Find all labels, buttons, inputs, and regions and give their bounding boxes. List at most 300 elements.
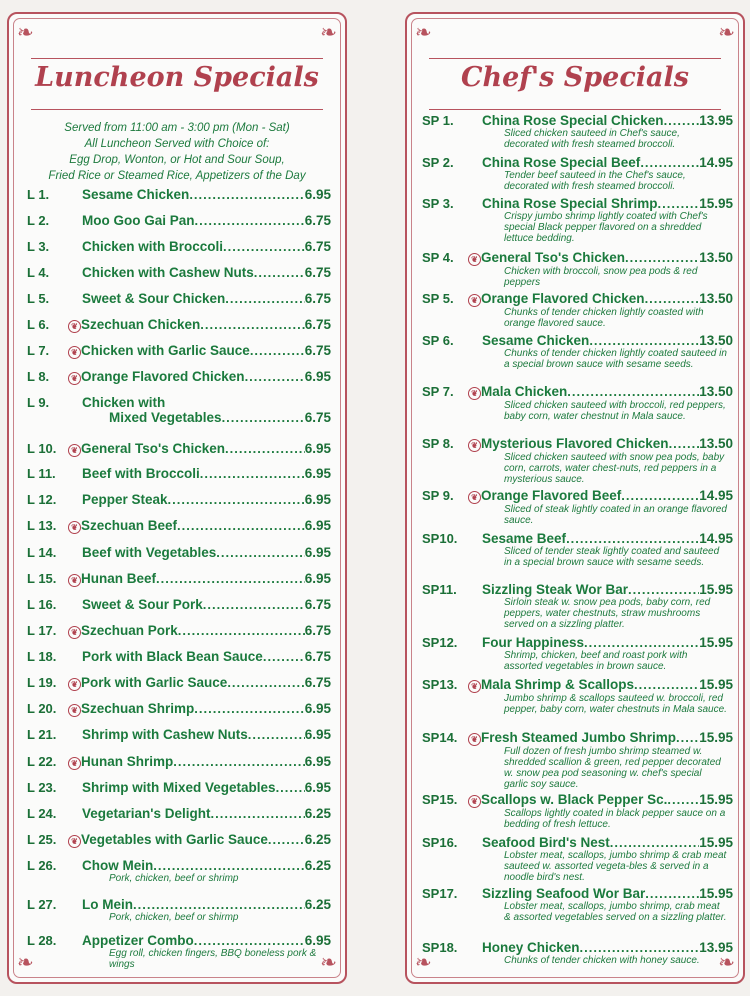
menu-item xyxy=(407,886,743,923)
item-code: L 4. xyxy=(27,265,50,280)
menu-item-row xyxy=(27,213,331,228)
menu-item xyxy=(407,384,743,422)
menu-item xyxy=(9,441,345,457)
leader-dots xyxy=(245,369,305,384)
item-price: 6.95 xyxy=(304,701,331,716)
menu-item xyxy=(9,518,345,534)
menu-item-row xyxy=(27,597,331,612)
item-name: Sesame Chicken xyxy=(482,333,590,348)
menu-item-row xyxy=(27,239,331,254)
leader-dots xyxy=(189,187,304,202)
item-description: Scallops lightly coated in black pepper sauce on a bedding of fresh lettuce. xyxy=(504,808,726,830)
item-name: Chicken with Broccoli xyxy=(82,239,224,254)
intro-line: Fried Rice or Steamed Rice, Appetizers of the Day xyxy=(48,170,306,182)
menu-item-row xyxy=(422,155,733,170)
item-description: Pork, chicken, beef or shrimp xyxy=(109,873,239,884)
menu-item xyxy=(9,649,345,664)
spicy-icon: ❦ xyxy=(468,439,481,452)
item-code: SP 2. xyxy=(422,155,454,170)
item-name: Moo Goo Gai Pan xyxy=(82,213,195,228)
leader-dots xyxy=(625,250,699,265)
item-price: 6.75 xyxy=(304,291,331,306)
item-price: 14.95 xyxy=(699,488,733,503)
item-name: Chicken with xyxy=(82,395,166,410)
item-code: L 15. xyxy=(27,571,57,586)
item-name: Chow Mein xyxy=(82,858,154,873)
menu-item xyxy=(407,635,743,672)
item-code: L 18. xyxy=(27,649,57,664)
spicy-icon: ❦ xyxy=(468,387,481,400)
spicy-icon: ❦ xyxy=(68,574,81,587)
item-code: SP13. xyxy=(422,677,458,692)
item-code: L 3. xyxy=(27,239,50,254)
menu-item xyxy=(9,492,345,507)
leader-dots xyxy=(567,384,699,399)
item-price: 6.95 xyxy=(304,492,331,507)
ornament-icon: ❧ xyxy=(17,22,34,44)
menu-item-row xyxy=(27,933,331,948)
item-name: Szechuan Shrimp xyxy=(81,701,195,716)
item-name: Four Happiness xyxy=(482,635,585,650)
item-name: Sesame Chicken xyxy=(82,187,190,202)
menu-item-row xyxy=(27,466,331,481)
menu-item-row xyxy=(422,291,733,307)
menu-item xyxy=(407,333,743,370)
menu-item-row xyxy=(27,623,331,639)
chefs-panel xyxy=(405,12,745,984)
item-description: Tender beef sauteed in the Chef's sauce, decorated with fresh steamed broccoli. xyxy=(504,170,686,192)
item-description: Crispy jumbo shrimp lightly coated with Chef's special Black pepper flavored on a shredded lettuce bedding. xyxy=(504,211,708,244)
item-code: L 21. xyxy=(27,727,57,742)
leader-dots xyxy=(667,792,699,807)
item-price: 6.75 xyxy=(304,675,331,690)
item-code: L 17. xyxy=(27,623,57,638)
item-description: Sliced chicken sauteed in Chef's sauce, decorated with fresh steamed broccoli. xyxy=(504,128,680,150)
item-price: 6.95 xyxy=(304,187,331,202)
menu-item xyxy=(407,582,743,630)
menu-item xyxy=(407,113,743,150)
item-price: 6.95 xyxy=(304,441,331,456)
intro-line: All Luncheon Served with Choice of: xyxy=(84,138,270,150)
menu-item xyxy=(407,730,743,790)
item-code: SP 9. xyxy=(422,488,454,503)
item-name: Honey Chicken xyxy=(482,940,580,955)
item-price: 13.50 xyxy=(699,333,733,348)
item-code: L 6. xyxy=(27,317,50,332)
leader-dots xyxy=(178,623,305,638)
menu-item-row xyxy=(27,754,331,770)
item-code: SP11. xyxy=(422,582,457,597)
item-price: 13.50 xyxy=(699,436,733,451)
item-code: L 28. xyxy=(27,933,57,948)
item-price: 6.25 xyxy=(304,806,331,821)
menu-item xyxy=(9,675,345,691)
item-description: Egg roll, chicken fingers, BBQ boneless pork & wings xyxy=(109,948,317,970)
menu-item-row xyxy=(27,897,331,912)
item-code: SP12. xyxy=(422,635,458,650)
item-code: SP 7. xyxy=(422,384,454,399)
ornament-icon: ❧ xyxy=(17,952,34,974)
menu-item-row xyxy=(422,635,733,650)
item-price: 15.95 xyxy=(699,835,733,850)
spicy-icon: ❦ xyxy=(468,795,481,808)
leader-dots xyxy=(610,835,699,850)
menu-item xyxy=(9,806,345,821)
item-price: 6.25 xyxy=(304,897,331,912)
item-name-line2: Mixed Vegetables xyxy=(109,410,222,425)
spicy-icon: ❦ xyxy=(68,346,81,359)
item-name: Pork with Black Bean Sauce xyxy=(82,649,263,664)
item-price: 6.95 xyxy=(304,571,331,586)
item-code: L 16. xyxy=(27,597,57,612)
item-code: L 10. xyxy=(27,441,57,456)
leader-dots xyxy=(200,466,305,481)
leader-dots xyxy=(664,113,700,128)
spicy-icon: ❦ xyxy=(468,491,481,504)
leader-dots xyxy=(580,940,700,955)
item-code: L 5. xyxy=(27,291,50,306)
item-name: Beef with Vegetables xyxy=(82,545,217,560)
item-price: 6.95 xyxy=(304,933,331,948)
item-price: 15.95 xyxy=(699,635,733,650)
menu-item xyxy=(9,727,345,742)
item-price: 6.75 xyxy=(304,265,331,280)
item-name: Scallops w. Black Pepper Sc. xyxy=(481,792,668,807)
item-price: 15.95 xyxy=(699,792,733,807)
leader-dots xyxy=(263,649,305,664)
menu-item-row xyxy=(27,492,331,507)
item-price: 13.95 xyxy=(699,940,733,955)
item-price: 6.75 xyxy=(304,343,331,358)
item-code: L 2. xyxy=(27,213,50,228)
item-description: Lobster meat, scallops, jumbo shrimp & crab meat sauteed w. assorted vegeta-bles & served in a noodle bird's nest. xyxy=(504,850,727,883)
leader-dots xyxy=(645,886,699,901)
leader-dots xyxy=(168,492,305,507)
leader-dots xyxy=(223,239,305,254)
item-code: L 25. xyxy=(27,832,57,847)
item-name: Lo Mein xyxy=(82,897,133,912)
menu-item xyxy=(9,213,345,228)
item-price: 14.95 xyxy=(699,531,733,546)
item-name: Appetizer Combo xyxy=(82,933,194,948)
item-code: SP16. xyxy=(422,835,458,850)
spicy-icon: ❦ xyxy=(68,678,81,691)
leader-dots xyxy=(216,545,304,560)
item-price: 14.95 xyxy=(699,155,733,170)
item-description: Lobster meat, scallops, jumbo shrimp, crab meat & assorted vegetables served on a sizzling platter. xyxy=(504,901,727,923)
menu-item-row xyxy=(27,780,331,795)
title-rule-top xyxy=(31,58,323,59)
item-name: Mala Chicken xyxy=(481,384,568,399)
menu-item xyxy=(9,265,345,280)
ornament-icon: ❧ xyxy=(415,952,432,974)
spicy-icon: ❦ xyxy=(68,521,81,534)
menu-item xyxy=(9,343,345,359)
item-name: General Tso's Chicken xyxy=(81,441,226,456)
intro-line: Egg Drop, Wonton, or Hot and Sour Soup, xyxy=(69,154,285,166)
title-rule-top xyxy=(429,58,721,59)
leader-dots xyxy=(658,196,700,211)
menu-item-row xyxy=(422,886,733,901)
menu-item-row xyxy=(27,701,331,717)
item-description: Chunks of tender chicken with honey sauce. xyxy=(504,955,700,966)
item-price: 6.95 xyxy=(304,545,331,560)
menu-item-row xyxy=(27,369,331,385)
item-name: Hunan Beef xyxy=(81,571,157,586)
spicy-icon: ❦ xyxy=(468,253,481,266)
item-name: Sweet & Sour Chicken xyxy=(82,291,226,306)
item-price: 6.75 xyxy=(304,213,331,228)
spicy-icon: ❦ xyxy=(68,372,81,385)
leader-dots xyxy=(195,213,305,228)
menu-item-row xyxy=(422,196,733,211)
item-description: Sirloin steak w. snow pea pods, baby corn, red peppers, water chestnuts, straw mushrooms served on a sizzling platter. xyxy=(504,597,711,630)
menu-item-row xyxy=(422,677,733,693)
spicy-icon: ❦ xyxy=(468,294,481,307)
item-code: SP18. xyxy=(422,940,458,955)
item-name: China Rose Special Beef xyxy=(482,155,641,170)
spicy-icon: ❦ xyxy=(68,626,81,639)
item-name: Orange Flavored Chicken xyxy=(81,369,245,384)
item-code: L 8. xyxy=(27,369,50,384)
item-price: 15.95 xyxy=(699,196,733,211)
menu-item-row xyxy=(27,518,331,534)
menu-item xyxy=(407,792,743,830)
item-name: Chicken with Cashew Nuts xyxy=(82,265,254,280)
item-price: 6.75 xyxy=(304,597,331,612)
leader-dots xyxy=(676,730,699,745)
item-price: 6.75 xyxy=(304,623,331,638)
title-rule-bottom xyxy=(429,109,721,110)
item-name: Seafood Bird's Nest xyxy=(482,835,610,850)
item-code: SP10. xyxy=(422,531,458,546)
item-code: SP14. xyxy=(422,730,458,745)
leader-dots xyxy=(225,291,304,306)
item-code: SP 1. xyxy=(422,113,454,128)
menu-item xyxy=(9,466,345,481)
item-name: Chicken with Garlic Sauce xyxy=(81,343,250,358)
leader-dots xyxy=(268,832,305,847)
menu-item xyxy=(407,531,743,568)
item-name: China Rose Special Shrimp xyxy=(482,196,658,211)
spicy-icon: ❦ xyxy=(68,704,81,717)
menu-item-row xyxy=(422,531,733,546)
spicy-icon: ❦ xyxy=(68,320,81,333)
menu-item xyxy=(9,832,345,848)
menu-item-row xyxy=(422,384,733,400)
menu-item xyxy=(9,754,345,770)
item-code: L 9. xyxy=(27,395,50,410)
item-price: 6.75 xyxy=(304,239,331,254)
item-price: 6.95 xyxy=(304,780,331,795)
leader-dots xyxy=(645,291,700,306)
menu-item-row xyxy=(27,291,331,306)
item-description: Chunks of tender chicken lightly coated sauteed in a special brown sauce with sesame seeds. xyxy=(504,348,727,370)
item-description: Sliced of steak lightly coated in an orange flavored sauce. xyxy=(504,504,727,526)
item-code: L 22. xyxy=(27,754,57,769)
menu-item xyxy=(407,291,743,329)
item-price: 6.95 xyxy=(304,727,331,742)
item-price: 6.95 xyxy=(304,754,331,769)
item-name: China Rose Special Chicken xyxy=(482,113,664,128)
menu-item-row xyxy=(27,545,331,560)
ornament-icon: ❧ xyxy=(415,22,432,44)
spicy-icon: ❦ xyxy=(468,680,481,693)
chefs-title: Chef's Specials xyxy=(461,62,689,93)
item-price: 15.95 xyxy=(699,730,733,745)
menu-item xyxy=(9,187,345,202)
menu-item xyxy=(9,897,345,923)
item-price: 6.95 xyxy=(304,466,331,481)
item-description: Full dozen of fresh jumbo shrimp steamed w. shredded scallion & green, red pepper decorated w. snow pea pod seasoning w. chef's special garlic soy sauce. xyxy=(504,746,721,790)
luncheon-intro xyxy=(19,120,335,184)
menu-item-row xyxy=(27,317,331,333)
item-price: 6.75 xyxy=(304,410,331,425)
menu-item xyxy=(9,858,345,884)
menu-item-row xyxy=(422,113,733,128)
item-code: L 11. xyxy=(27,466,56,481)
menu-item xyxy=(407,940,743,966)
item-name: Szechuan Pork xyxy=(81,623,178,638)
spicy-icon: ❦ xyxy=(68,757,81,770)
item-price: 13.50 xyxy=(699,291,733,306)
leader-dots xyxy=(225,441,305,456)
spicy-icon: ❦ xyxy=(68,444,81,457)
item-code: SP 3. xyxy=(422,196,454,211)
menu-item-row xyxy=(27,395,331,410)
menu-item-row xyxy=(422,792,733,808)
menu-item-row xyxy=(422,488,733,504)
leader-dots xyxy=(200,317,304,332)
item-code: SP15. xyxy=(422,792,458,807)
item-code: L 12. xyxy=(27,492,57,507)
menu-item xyxy=(9,571,345,587)
menu-item xyxy=(9,623,345,639)
title-rule-bottom xyxy=(31,109,323,110)
menu-item xyxy=(407,835,743,883)
leader-dots xyxy=(250,343,305,358)
leader-dots xyxy=(248,727,305,742)
item-code: L 23. xyxy=(27,780,57,795)
menu-item-row xyxy=(422,333,733,348)
leader-dots xyxy=(153,858,304,873)
spicy-icon: ❦ xyxy=(468,733,481,746)
menu-item xyxy=(9,317,345,333)
menu-item xyxy=(407,250,743,288)
item-name: Szechuan Chicken xyxy=(81,317,201,332)
menu-item xyxy=(9,545,345,560)
item-name: Sizzling Steak Wor Bar xyxy=(482,582,629,597)
item-description: Sliced of tender steak lightly coated and sauteed in a special brown sauce with sesame seeds. xyxy=(504,546,720,568)
item-code: SP17. xyxy=(422,886,458,901)
item-name: Sweet & Sour Pork xyxy=(82,597,203,612)
item-description: Jumbo shrimp & scallops sauteed w. broccoli, red pepper, baby corn, water chestnuts in Mala sauce. xyxy=(504,693,727,715)
menu-item-row xyxy=(27,832,331,848)
leader-dots xyxy=(628,582,699,597)
menu-item-row xyxy=(422,835,733,850)
ornament-icon: ❧ xyxy=(320,952,337,974)
leader-dots xyxy=(194,701,304,716)
item-price: 13.50 xyxy=(699,250,733,265)
menu-item xyxy=(9,239,345,254)
menu-item xyxy=(407,677,743,715)
menu-item-row xyxy=(27,727,331,742)
item-name: Mala Shrimp & Scallops xyxy=(481,677,635,692)
item-description: Shrimp, chicken, beef and roast pork with assorted vegetables in brown sauce. xyxy=(504,650,688,672)
leader-dots xyxy=(177,518,305,533)
leader-dots xyxy=(621,488,699,503)
menu-item xyxy=(9,395,345,425)
leader-dots xyxy=(566,531,699,546)
item-name: Vegetables with Garlic Sauce xyxy=(81,832,268,847)
item-code: L 7. xyxy=(27,343,50,358)
menu-item xyxy=(407,488,743,526)
menu-item xyxy=(407,155,743,192)
item-price: 6.25 xyxy=(304,832,331,847)
ornament-icon: ❧ xyxy=(718,22,735,44)
item-code: SP 4. xyxy=(422,250,454,265)
item-description: Chunks of tender chicken lightly coasted with orange flavored sauce. xyxy=(504,307,704,329)
item-price: 6.75 xyxy=(304,649,331,664)
leader-dots xyxy=(589,333,699,348)
item-name: Mysterious Flavored Chicken xyxy=(481,436,669,451)
leader-dots xyxy=(133,897,305,912)
menu-item xyxy=(9,597,345,612)
leader-dots xyxy=(156,571,305,586)
item-code: L 13. xyxy=(27,518,57,533)
item-description: Chicken with broccoli, snow pea pods & red peppers xyxy=(504,266,698,288)
leader-dots xyxy=(584,635,699,650)
item-price: 15.95 xyxy=(699,677,733,692)
menu-item-row xyxy=(422,250,733,266)
menu-item xyxy=(9,291,345,306)
menu-item-row xyxy=(27,187,331,202)
item-price: 6.75 xyxy=(304,317,331,332)
ornament-icon: ❧ xyxy=(320,22,337,44)
item-code: L 27. xyxy=(27,897,57,912)
item-price: 13.95 xyxy=(699,113,733,128)
menu-item xyxy=(407,436,743,485)
menu-item xyxy=(9,780,345,795)
intro-line: Served from 11:00 am - 3:00 pm (Mon - Sat) xyxy=(64,122,290,134)
menu-item-row xyxy=(27,343,331,359)
menu-item xyxy=(407,196,743,244)
item-price: 6.95 xyxy=(304,369,331,384)
item-code: SP 6. xyxy=(422,333,454,348)
menu-item-row xyxy=(422,940,733,955)
item-price: 15.95 xyxy=(699,582,733,597)
menu-item-row xyxy=(27,441,331,457)
leader-dots xyxy=(203,597,305,612)
menu-item-row xyxy=(27,410,331,425)
item-name: Szechuan Beef xyxy=(81,518,178,533)
menu-item-row xyxy=(422,730,733,746)
leader-dots xyxy=(173,754,304,769)
item-name: General Tso's Chicken xyxy=(481,250,626,265)
leader-dots xyxy=(194,933,305,948)
menu-item-row xyxy=(422,582,733,597)
item-price: 6.95 xyxy=(304,518,331,533)
item-code: L 24. xyxy=(27,806,57,821)
item-name: Shrimp with Mixed Vegetables xyxy=(82,780,276,795)
leader-dots xyxy=(254,265,305,280)
menu-item xyxy=(9,701,345,717)
leader-dots xyxy=(669,436,700,451)
item-code: SP 8. xyxy=(422,436,454,451)
item-name: Vegetarian's Delight xyxy=(82,806,211,821)
item-name: Shrimp with Cashew Nuts xyxy=(82,727,248,742)
leader-dots xyxy=(276,780,305,795)
